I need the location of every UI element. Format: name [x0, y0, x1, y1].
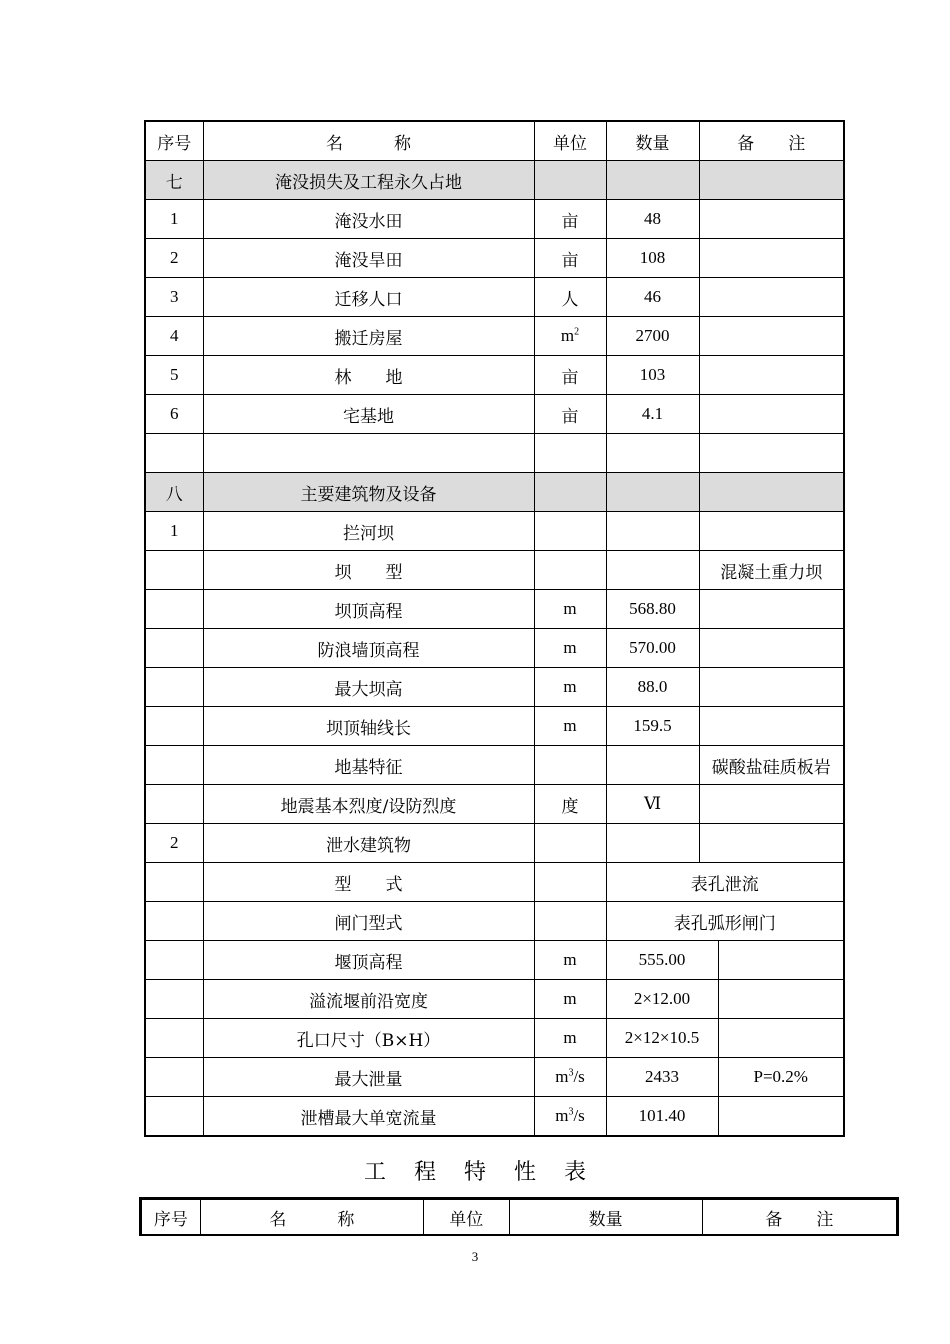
section-title: 主要建筑物及设备: [203, 473, 534, 512]
header-seq: 序号: [145, 121, 203, 161]
unit-cubic-meter-per-second: $m^3/s$: [534, 1097, 606, 1137]
table-row: 最大泄量 $m^3/s$ 2433 P=0.2%: [145, 1058, 844, 1097]
table-row: 最大坝高 m 88.0: [145, 668, 844, 707]
characteristics-table-continued: [139, 1197, 899, 1236]
header-note: 备 注: [699, 121, 844, 161]
table-row: 地基特征 碳酸盐硅质板岩: [145, 746, 844, 785]
table-row: 坝顶轴线长 m 159.5: [145, 707, 844, 746]
empty-row: [145, 434, 844, 473]
table-title: 工程特性表: [363, 1160, 614, 1185]
section-seq: 七: [145, 161, 203, 200]
table-row: 2 淹没旱田 亩 108: [145, 239, 844, 278]
header-name: 名 称: [203, 121, 534, 161]
table-row: 坝顶高程 m 568.80: [145, 590, 844, 629]
table-row: 堰顶高程 m 555.00: [145, 941, 844, 980]
table-row: 防浪墙顶高程 m 570.00: [145, 629, 844, 668]
table-row: 4 搬迁房屋 $m^2$ 2700: [145, 317, 844, 356]
table-row: 坝 型 混凝土重力坝: [145, 551, 844, 590]
unit-cubic-meter-per-second: $m^3/s$: [534, 1058, 606, 1097]
characteristics-table: [144, 120, 845, 1137]
table-row: 1 淹没水田 亩 48: [145, 200, 844, 239]
header-name: 名 称: [200, 1199, 423, 1236]
table-row: 泄槽最大单宽流量 $m^3/s$ 101.40: [145, 1097, 844, 1137]
header-unit: 单位: [423, 1199, 509, 1236]
table-row: 孔口尺寸（B×H） m 2×12×10.5: [145, 1019, 844, 1058]
header-qty: 数量: [606, 121, 699, 161]
table-row: 闸门型式 表孔弧形闸门: [145, 902, 844, 941]
table-row: 地震基本烈度/设防烈度 度 Ⅵ: [145, 785, 844, 824]
header-note: 备 注: [702, 1199, 897, 1236]
table-header-row: [141, 1199, 898, 1236]
table-row: 1 拦河坝: [145, 512, 844, 551]
section-row-7: [145, 161, 844, 200]
table-header-row: [145, 121, 844, 161]
header-seq: 序号: [141, 1199, 201, 1236]
table-row: 6 宅基地 亩 4.1: [145, 395, 844, 434]
page-number: 3: [471, 1249, 479, 1264]
section-row-8: [145, 473, 844, 512]
table-row: 溢流堰前沿宽度 m 2×12.00: [145, 980, 844, 1019]
section-title: 淹没损失及工程永久占地: [203, 161, 534, 200]
table-row: 型 式 表孔泄流: [145, 863, 844, 902]
table-row: 2 泄水建筑物: [145, 824, 844, 863]
table-row: 3 迁移人口 人 46: [145, 278, 844, 317]
header-qty: 数量: [509, 1199, 702, 1236]
section-seq: 八: [145, 473, 203, 512]
unit-square-meter: $m^2$: [534, 317, 606, 356]
table-row: 5 林 地 亩 103: [145, 356, 844, 395]
header-unit: 单位: [534, 121, 606, 161]
